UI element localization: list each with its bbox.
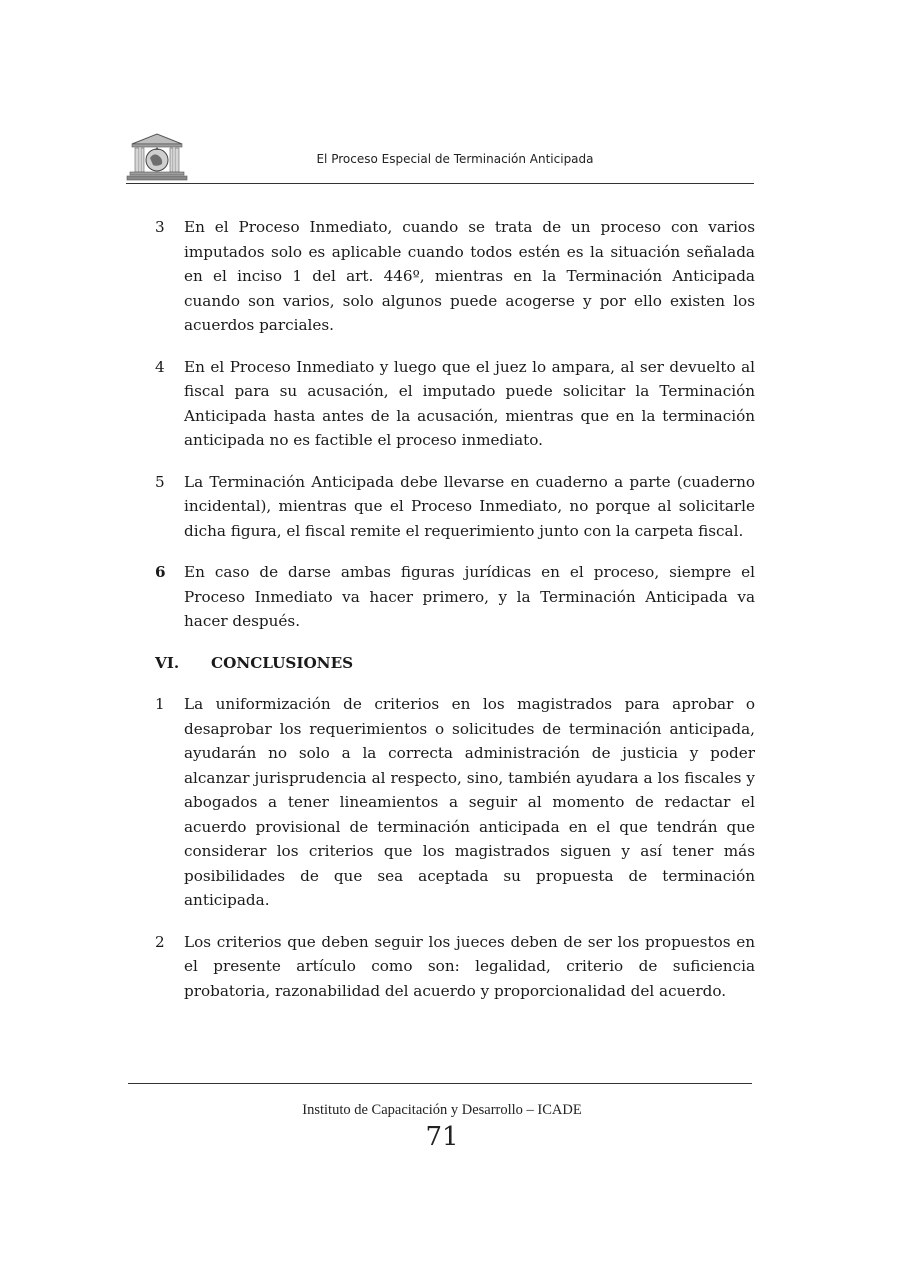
item-number: 2 <box>155 932 165 951</box>
list-item <box>155 692 755 913</box>
section-numeral: VI. <box>155 653 180 672</box>
item-text: En caso de darse ambas figuras jurídicas en el proceso, siempre el Proceso Inmediato va hacer primero, y la Terminación Anticipada va hacer después. <box>184 563 755 630</box>
document-body <box>155 215 755 1020</box>
section-heading <box>155 651 755 676</box>
list-item <box>155 930 755 1004</box>
item-text: En el Proceso Inmediato, cuando se trata de un proceso con varios imputados solo es aplicable cuando todos estén es la situación señalada en el inciso 1 del art. 446º, mientras en la Terminación Anticipada cuando son varios, solo algunos puede acogerse y por ello existen los acuerdos parciales. <box>184 218 755 334</box>
list-item <box>155 355 755 453</box>
running-title: El Proceso Especial de Terminación Anticipada <box>316 152 594 166</box>
header-divider <box>126 183 754 184</box>
section-title: CONCLUSIONES <box>211 653 354 672</box>
item-text: En el Proceso Inmediato y luego que el juez lo ampara, al ser devuelto al fiscal para su acusación, el imputado puede solicitar la Terminación Anticipada hasta antes de la acusación, mientras que en la terminación anticipada no es factible el proceso inmediato. <box>184 357 755 449</box>
footer-institution: Instituto de Capacitación y Desarrollo – ICADE <box>302 1102 582 1118</box>
item-text: La uniformización de criterios en los magistrados para aprobar o desaprobar los requerimientos o solicitudes de terminación anticipada, ayudarán no solo a la correcta administración de justicia y poder alcanzar jurisprudencia al respecto, sino, también ayudara a los fiscales y abogados a tener lineamientos a seguir al momento de redactar el acuerdo provisional de terminación anticipada en el que tendrán que considerar los criterios que los magistrados siguen y así tener más posibilidades de que sea aceptada su propuesta de terminación anticipada. <box>184 695 755 909</box>
item-number: 1 <box>155 695 165 713</box>
item-number: 6 <box>155 563 166 581</box>
list-item <box>155 215 755 338</box>
item-number: 4 <box>155 357 165 376</box>
list-item <box>155 560 755 634</box>
item-number: 5 <box>155 472 165 491</box>
list-item <box>155 470 755 544</box>
item-text: Los criterios que deben seguir los jueces deben de ser los propuestos en el presente artículo como son: legalidad, criterio de suficiencia probatoria, razonabilidad del acuerdo y proporcionalidad del acuerdo. <box>184 932 755 1000</box>
item-number: 3 <box>155 218 165 236</box>
page-number: 71 <box>425 1122 459 1152</box>
item-text: La Terminación Anticipada debe llevarse en cuaderno a parte (cuaderno incidental), mientras que el Proceso Inmediato, no porque al solicitarle dicha figura, el fiscal remite el requerimiento junto con la carpeta fiscal. <box>184 472 755 540</box>
page-header <box>126 128 754 186</box>
footer-divider <box>128 1083 752 1084</box>
